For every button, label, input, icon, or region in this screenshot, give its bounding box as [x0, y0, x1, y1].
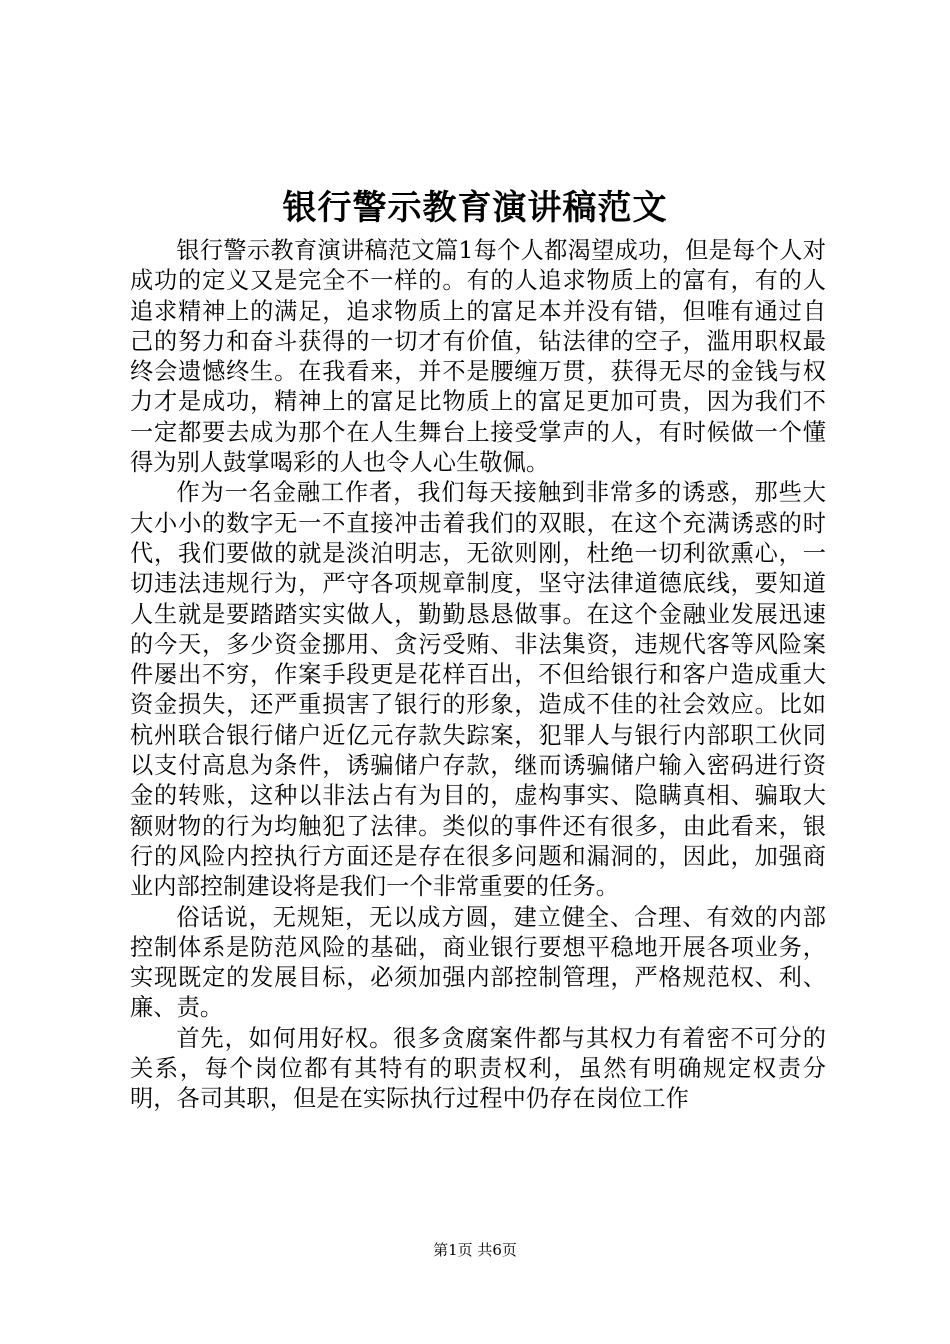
paragraph-4: 首先，如何用好权。很多贪腐案件都与其权力有着密不可分的关系，每个岗位都有其特有的职责权利，虽然有明确规定权责分明，各司其职，但是在实际执行过程中仍存在岗位工作 — [130, 1024, 826, 1113]
document-title: 银行警示教育演讲稿范文 — [282, 188, 668, 228]
paragraph-3: 俗话说，无规矩，无以成方圆，建立健全、合理、有效的内部控制体系是防范风险的基础，商业银行要想平稳地开展各项业务，实现既定的发展目标，必须加强内部控制管理，严格规范权、利、廉、责。 — [130, 903, 826, 1022]
page-footer: 第1页 共6页 — [433, 1241, 517, 1259]
document-body — [130, 236, 826, 1115]
paragraph-2: 作为一名金融工作者，我们每天接触到非常多的诱惑，那些大大小小的数字无一不直接冲击着我们的双眼，在这个充满诱惑的时代，我们要做的就是淡泊明志，无欲则刚，杜绝一切利欲熏心，一切违法违规行为，严守各项规章制度，坚守法律道德底线，要知道人生就是要踏踏实实做人，勤勤恳恳做事。在这个金融业发展迅速的今天，多少资金挪用、贪污受贿、非法集资，违规代客等风险案件屡出不穷，作案手段更是花样百出，不但给银行和客户造成重大资金损失，还严重损害了银行的形象，造成不佳的社会效应。比如杭州联合银行储户近亿元存款失踪案，犯罪人与银行内部职工伙同以支付高息为条件，诱骗储户存款，继而诱骗储户输入密码进行资金的转账，这种以非法占有为目的，虚构事实、隐瞒真相、骗取大额财物的行为均触犯了法律。类似的事件还有很多，由此看来，银行的风险内控执行方面还是存在很多问题和漏洞的，因此，加强商业内部控制建设将是我们一个非常重要的任务。 — [130, 479, 826, 901]
paragraph-1: 银行警示教育演讲稿范文篇1每个人都渴望成功，但是每个人对成功的定义又是完全不一样的。有的人追求物质上的富有，有的人追求精神上的满足，追求物质上的富足本并没有错，但唯有通过自己的努力和奋斗获得的一切才有价值，钻法律的空子，滥用职权最终会遗憾终生。在我看来，并不是腰缠万贯，获得无尽的金钱与权力才是成功，精神上的富足比物质上的富足更加可贵，因为我们不一定都要去成为那个在人生舞台上接受掌声的人，有时候做一个懂得为别人鼓掌喝彩的人也令人心生敬佩。 — [130, 237, 826, 477]
